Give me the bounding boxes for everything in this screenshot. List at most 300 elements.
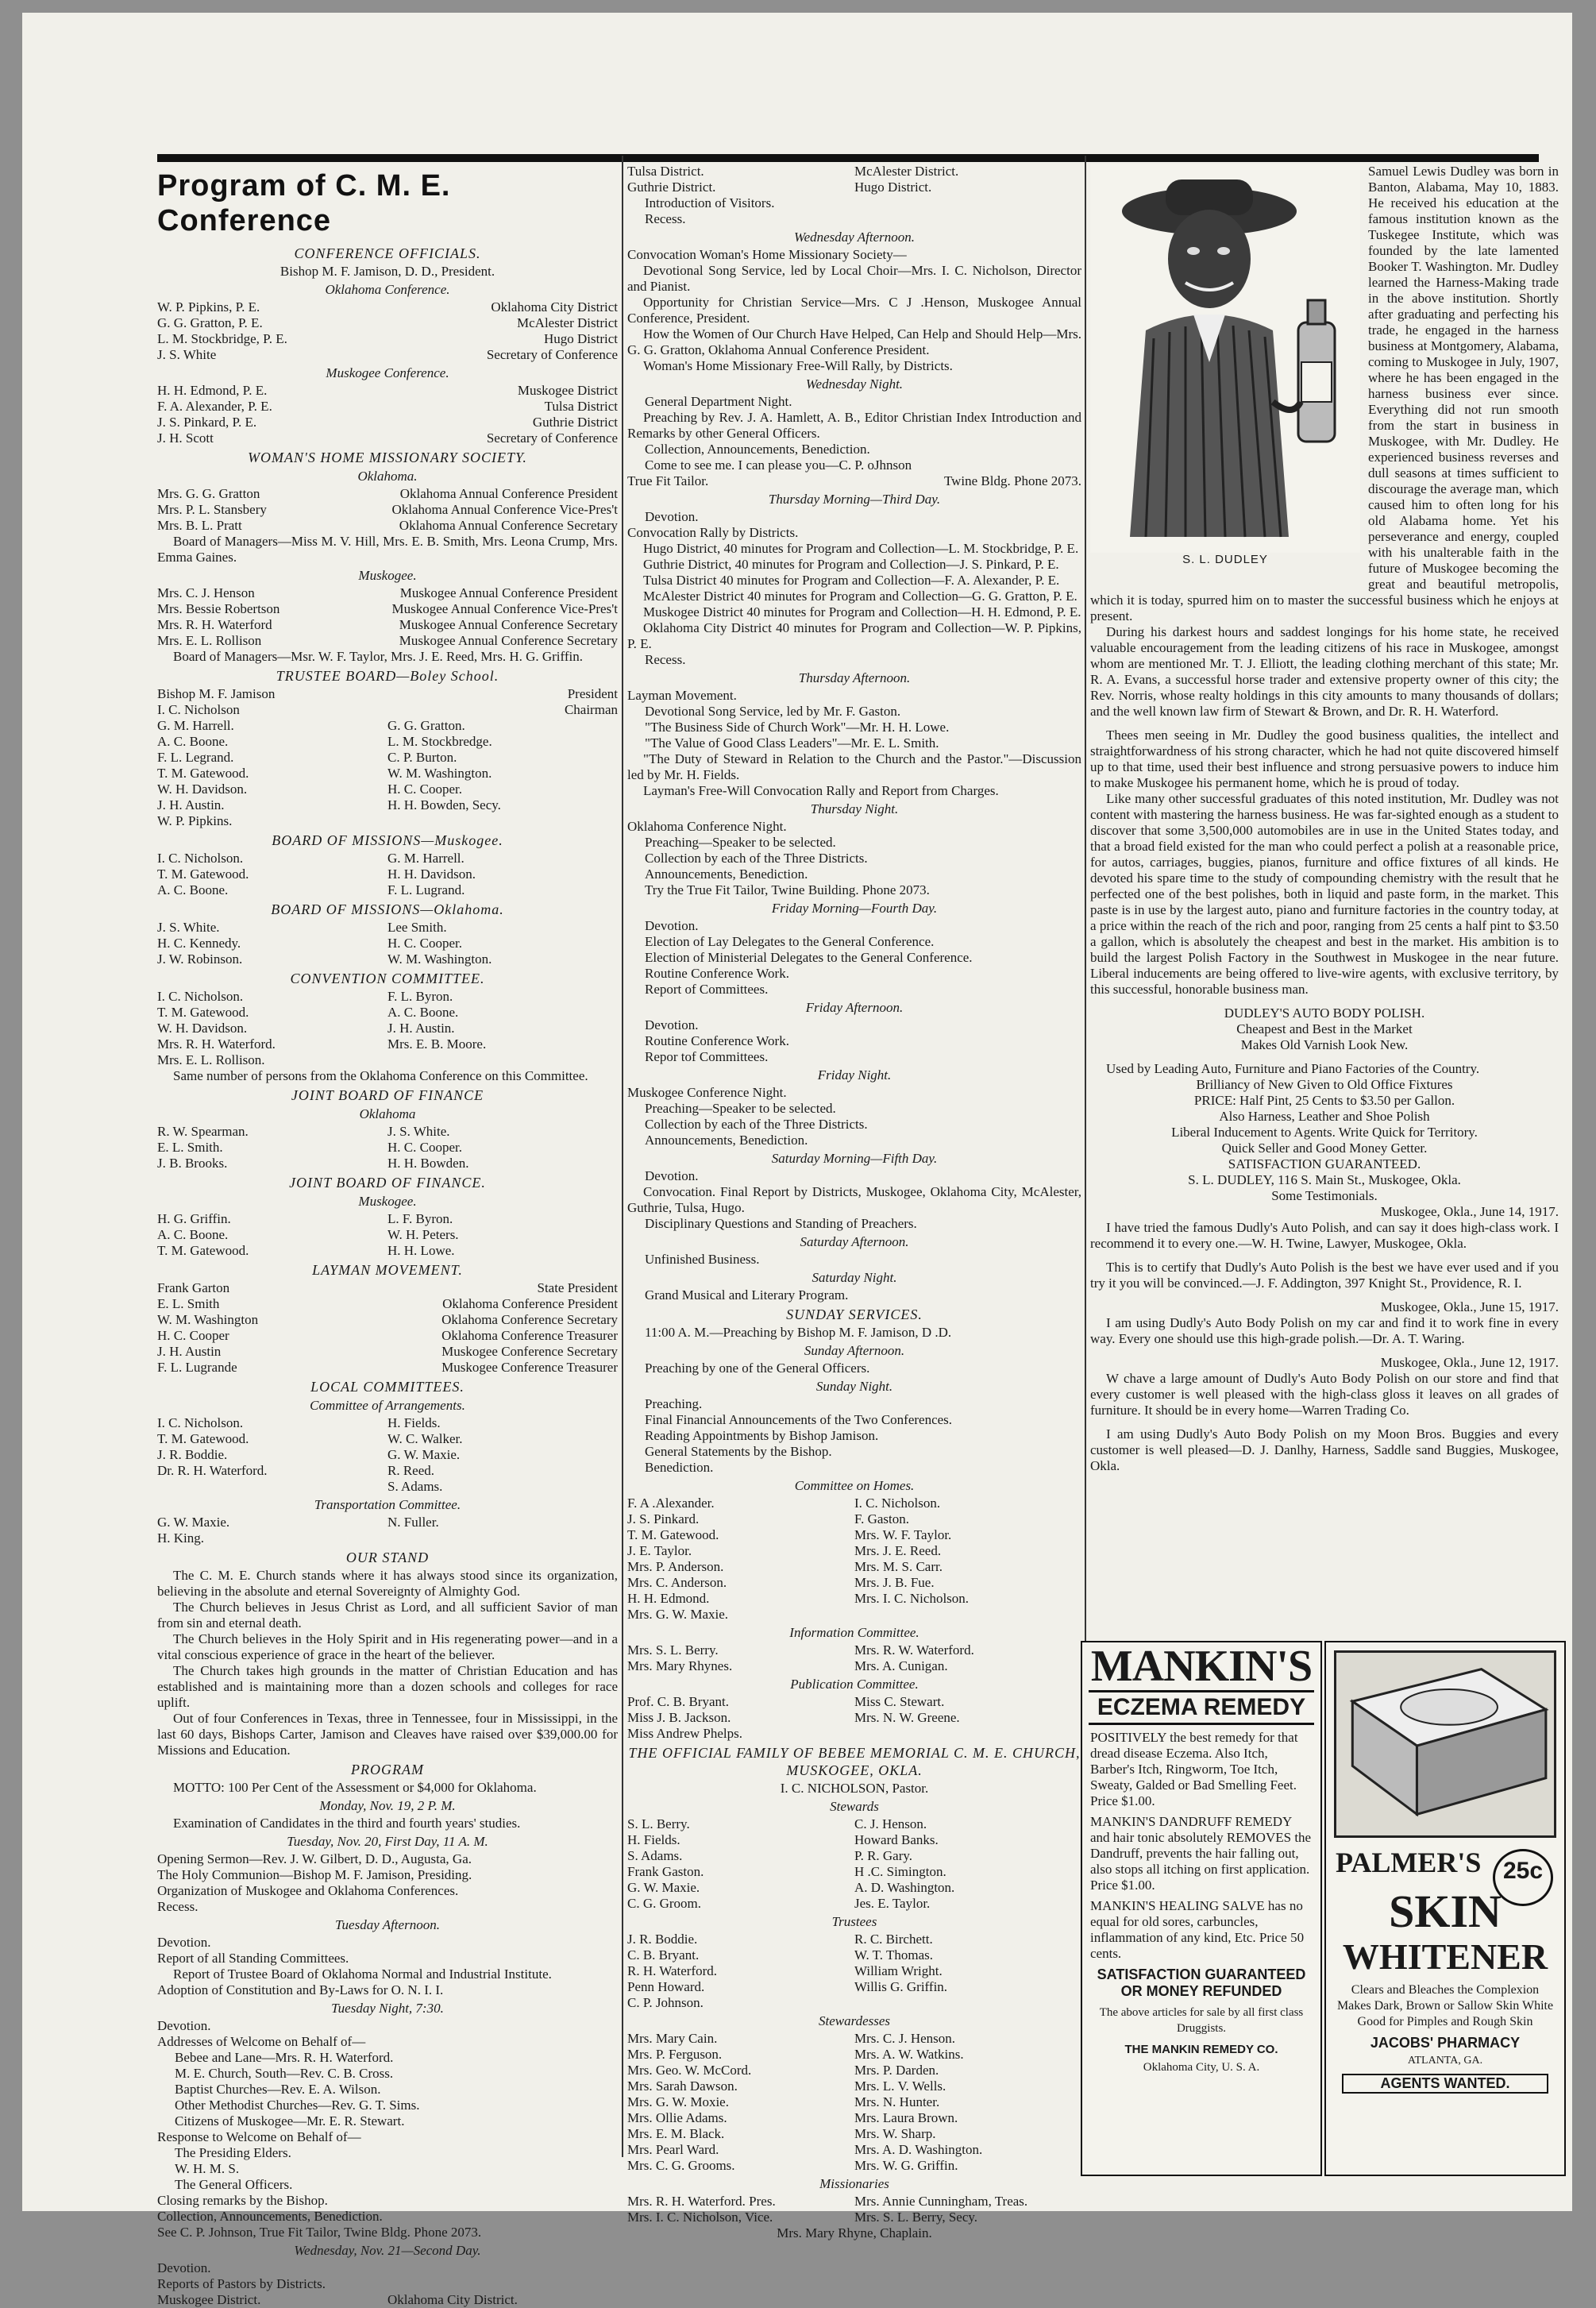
entry-left: A. C. Boone.: [157, 882, 229, 897]
entry-right: H. H. Bowden.: [387, 1156, 469, 1171]
entry-left: Frank Gaston.: [627, 1864, 704, 1879]
text-line: Muskogee Conference Night.: [627, 1085, 787, 1100]
entry-right: H. H. Davidson.: [387, 866, 476, 882]
indented-line: Collection by each of the Three Districts.: [645, 1117, 868, 1132]
dateline: Muskogee, Okla., June 15, 1917.: [1380, 1299, 1559, 1314]
entry-left: J. S. White.: [157, 920, 220, 935]
entry-left: I. C. Nicholson.: [157, 851, 244, 866]
officer-row: [157, 686, 618, 702]
officer-row: [157, 1328, 618, 1344]
entry-left: Mrs. C. J. Henson: [157, 585, 255, 600]
indented-line: Disciplinary Questions and Standing of Preachers.: [645, 1216, 917, 1231]
entry-right: McAlester District.: [854, 164, 959, 179]
entry-right: Mrs. A. Cunigan.: [854, 1658, 948, 1673]
subheading: Saturday Night.: [811, 1270, 897, 1285]
name-pair-row: [157, 1005, 618, 1021]
entry-right: C. J. Henson.: [854, 1816, 927, 1831]
officer-row: [157, 585, 618, 601]
entry-left: T. M. Gatewood.: [157, 1005, 249, 1020]
entry-left: Penn Howard.: [627, 1979, 705, 1994]
entry-right: Hugo District: [543, 331, 618, 346]
entry-left: H. H. Edmond, P. E.: [157, 383, 268, 398]
subheading: Stewardesses: [818, 2013, 891, 2028]
officer-row: [157, 617, 618, 633]
entry-right: H. H. Bowden, Secy.: [387, 797, 501, 812]
name-pair-row: [157, 813, 618, 829]
dateline: Muskogee, Okla., June 12, 1917.: [1380, 1355, 1559, 1370]
entry-left: C. B. Bryant.: [627, 1947, 700, 1963]
entry-left: Mrs. R. H. Waterford: [157, 617, 272, 632]
text-line: Convocation Rally by Districts.: [627, 525, 799, 540]
name-pair-row: [157, 851, 618, 866]
indented-line: Devotion.: [645, 918, 699, 933]
palmer-price-badge: 25c: [1493, 1849, 1553, 1906]
entry-right: [387, 813, 618, 829]
entry-right: Mrs. R. W. Waterford.: [854, 1642, 974, 1658]
entry-left: W. P. Pipkins.: [157, 813, 233, 828]
entry-right: [387, 1052, 618, 1068]
text-line: Devotion.: [157, 2018, 211, 2033]
spacer: [1090, 1053, 1559, 1061]
indented-line: Unfinished Business.: [645, 1252, 760, 1267]
entry-left: I. C. Nicholson.: [157, 1415, 244, 1430]
subheading: Muskogee Conference.: [326, 365, 449, 380]
entry-left: W. P. Pipkins, P. E.: [157, 299, 260, 315]
entry-left: H. Fields.: [627, 1832, 680, 1847]
indented-line: Devotion.: [645, 509, 699, 524]
name-pair-row: [157, 1156, 618, 1171]
name-pair-row: [627, 2078, 1081, 2094]
section-heading: PROGRAM: [351, 1762, 424, 1777]
indented-line: Benediction.: [645, 1460, 714, 1475]
entry-left: J. S. Pinkard, P. E.: [157, 415, 257, 430]
officer-row: [157, 633, 618, 649]
entry-left: W. H. Davidson.: [157, 1021, 248, 1036]
entry-left: Mrs. S. L. Berry.: [627, 1642, 719, 1658]
entry-left: Prof. C. B. Bryant.: [627, 1694, 729, 1709]
name-pair-row: [627, 1832, 1081, 1848]
indented-line: Other Methodist Churches—Rev. G. T. Sims.: [175, 2098, 420, 2113]
entry-left: J. H. Austin.: [157, 797, 225, 812]
entry-right: [854, 1995, 1081, 2011]
entry-left: I. C. Nicholson.: [157, 989, 244, 1004]
entry-right: Mrs. I. C. Nicholson.: [854, 1591, 970, 1606]
indented-line: Final Financial Announcements of the Two Conferences.: [645, 1412, 953, 1427]
entry-left: T. M. Gatewood.: [157, 1431, 249, 1446]
indented-line: Preaching.: [645, 1396, 703, 1411]
palmer-name: PALMER'S: [1336, 1847, 1482, 1878]
subheading: Friday Afternoon.: [805, 1000, 904, 1015]
entry-left: J. R. Boddie.: [627, 1932, 698, 1947]
indented-line: Preaching by one of the General Officers.: [645, 1360, 870, 1376]
paragraph: How the Women of Our Church Have Helped, Can Help and Should Help—Mrs. G. G. Gratton, Oklahoma Annual Conference President.: [627, 326, 1081, 357]
name-pair-row: [157, 1530, 618, 1546]
dudley-bio: Samuel Lewis Dudley was born in Banton, Alabama, May 10, 1883. He received his education at the famous institution known as the Tuskegee Institute, which was founded by the late lamented Booker T. Washington. Mr. Dudley learned the Harness-Making trade in the above institution. Shortly after graduating and perfecting his trade, he engaged in the harness business at Montgomery, Alabama, coming to Muskogee in July, 1907, where he has been engaged in the harness business ever since. Everything did not run smooth from the start in business in Muskogee, with Mr. Dudley. He experienced business reverses and dull seasons at times sufficient to discourage the average man, which caused him to often long for his old Alabama home. Yet his perseverance and energy, coupled with his unalterable faith in the future of Muskogee becoming the great and beautiful metropolis, which it is today, spurred him on to master the successful business which he enjoys at present.: [1090, 164, 1559, 623]
section-heading: LOCAL COMMITTEES.: [310, 1379, 465, 1395]
name-pair-row: [157, 782, 618, 797]
entry-right: State President: [537, 1280, 618, 1295]
subheading: Wednesday Night.: [805, 376, 904, 392]
name-pair-row: [157, 1036, 618, 1052]
entry-left: F. A. Alexander, P. E.: [157, 399, 272, 414]
palmer-whitener: WHITENER: [1342, 1936, 1548, 1977]
entry-left: R. H. Waterford.: [627, 1963, 718, 1978]
indented-line: The Presiding Elders.: [175, 2145, 291, 2160]
entry-right: Mrs. J. B. Fue.: [854, 1575, 935, 1590]
palmer-product-box: [1334, 1650, 1556, 1838]
entry-right: I. C. Nicholson.: [854, 1496, 941, 1511]
entry-right: W. H. Peters.: [387, 1227, 459, 1242]
indented-line: Election of Ministerial Delegates to the General Conference.: [645, 950, 973, 965]
entry-right: Mrs. Annie Cunningham, Treas.: [854, 2194, 1028, 2209]
subheading: Committee of Arrangements.: [310, 1398, 465, 1413]
entry-left: Mrs. G. W. Maxie.: [627, 1607, 729, 1622]
entry-right: Mrs. N. W. Greene.: [854, 1710, 960, 1725]
entry-right: A. D. Washington.: [854, 1880, 955, 1895]
entry-left: Mrs. Mary Rhynes.: [627, 1658, 733, 1673]
officer-row: [157, 383, 618, 399]
section-heading: JOINT BOARD OF FINANCE.: [289, 1175, 486, 1191]
indented-line: Bebee and Lane—Mrs. R. H. Waterford.: [175, 2050, 394, 2065]
subheading: Muskogee.: [358, 1194, 417, 1209]
entry-right: S. Adams.: [387, 1479, 443, 1494]
entry-left: C. G. Groom.: [627, 1896, 702, 1911]
entry-left: G. W. Maxie.: [627, 1880, 700, 1895]
entry-right: Secretary of Conference: [486, 347, 618, 362]
entry-right: R. Reed.: [387, 1463, 435, 1478]
mankin-note: The above articles for sale by all first class Druggists.: [1099, 2006, 1304, 2035]
entry-left: A. C. Boone.: [157, 734, 229, 749]
entry-right: Oklahoma Annual Conference President: [399, 486, 618, 501]
paragraph: I am using Dudly's Auto Body Polish on my car and find it to work fine in every way. Every one should use this high-grade polish.—Dr. A. T. Waring.: [1090, 1315, 1559, 1346]
indented-line: Introduction of Visitors.: [645, 195, 775, 210]
name-pair-row: [627, 1864, 1081, 1880]
name-pair-row: [627, 1726, 1081, 1742]
mankin-ad: [1081, 1641, 1322, 2176]
section-heading: SUNDAY SERVICES.: [786, 1306, 923, 1322]
program-list: [157, 245, 618, 2308]
product-tin-illustration: [1336, 1653, 1554, 1831]
text-line: Devotion.: [157, 2260, 211, 2275]
entry-left: A. C. Boone.: [157, 1227, 229, 1242]
indented-line: Devotional Song Service, led by Mr. F. Gaston.: [645, 704, 901, 719]
entry-left: J. W. Robinson.: [157, 951, 243, 967]
entry-left: S. Adams.: [627, 1848, 683, 1863]
centered-line: Mrs. Mary Rhyne, Chaplain.: [777, 2225, 932, 2240]
entry-right: L. M. Stockbredge.: [387, 734, 492, 749]
officer-row: [157, 1360, 618, 1376]
officer-row: [157, 430, 618, 446]
paragraph: Out of four Conferences in Texas, three in Tennessee, four in Mississippi, in the last 60 days, Bishops Carter, Jamison and Cleaves have raised over $39,000.00 for Missions and Education.: [157, 1711, 618, 1758]
paragraph: McAlester District 40 minutes for Program and Collection—G. G. Gratton, P. E.: [643, 589, 1077, 604]
entry-right: Mrs. A. D. Washington.: [854, 2142, 983, 2157]
indented-line: M. E. Church, South—Rev. C. B. Cross.: [175, 2066, 394, 2081]
paragraph: I am using Dudly's Auto Body Polish on my Moon Bros. Buggies and every customer is well pleased—D. J. Danlhy, Harness, Saddle sand Buggies, Muskogee, Okla.: [1090, 1426, 1559, 1473]
subheading: Information Committee.: [789, 1625, 919, 1640]
name-pair-row: [627, 2126, 1081, 2142]
entry-left: Mrs. P. Ferguson.: [627, 2047, 723, 2062]
entry-right: [854, 1726, 1081, 1742]
indented-line: "The Business Side of Church Work"—Mr. H. H. Lowe.: [645, 720, 950, 735]
text-line: Response to Welcome on Behalf of—: [157, 2129, 361, 2144]
entry-left: Mrs. B. L. Pratt: [157, 518, 242, 533]
text-line: Closing remarks by the Bishop.: [157, 2193, 328, 2208]
officer-row: [157, 1296, 618, 1312]
paragraph: Same number of persons from the Oklahoma Conference on this Committee.: [173, 1068, 588, 1083]
indented-line: Repor tof Committees.: [645, 1049, 769, 1064]
entry-right: H. C. Cooper.: [387, 936, 462, 951]
paragraph: Guthrie District, 40 minutes for Program and Collection—J. S. Pinkard, P. E.: [643, 557, 1059, 572]
centered-line: Some Testimonials.: [1271, 1188, 1378, 1203]
entry-left: Mrs. I. C. Nicholson, Vice.: [627, 2210, 773, 2225]
spacer: [1090, 998, 1559, 1005]
entry-left: J. S. White: [157, 347, 217, 362]
name-pair-row: [157, 936, 618, 951]
name-pair-row: [627, 1591, 1081, 1607]
indented-line: Devotion.: [645, 1017, 699, 1032]
entry-left: G. M. Harrell.: [157, 718, 234, 733]
entry-left: Mrs. R. H. Waterford. Pres.: [627, 2194, 776, 2209]
palmer-ad: [1324, 1641, 1566, 2176]
entry-left: Mrs. E. M. Black.: [627, 2126, 725, 2141]
entry-left: G. W. Maxie.: [157, 1515, 230, 1530]
entry-right: G. W. Maxie.: [387, 1447, 461, 1462]
subheading: Tuesday, Nov. 20, First Day, 11 A. M.: [287, 1834, 488, 1849]
name-pair-row: [157, 1515, 618, 1530]
name-pair-row: [157, 1021, 618, 1036]
text-line: See C. P. Johnson, True Fit Tailor, Twine Bldg. Phone 2073.: [157, 2225, 482, 2240]
name-pair-row: [627, 179, 1081, 195]
top-rule: [157, 154, 1539, 162]
entry-left: H. King.: [157, 1530, 205, 1546]
subheading: Committee on Homes.: [794, 1478, 915, 1493]
entry-right: President: [567, 686, 618, 701]
entry-right: Lee Smith.: [387, 920, 447, 935]
column-dudley-article: [1090, 164, 1559, 1474]
entry-right: A. C. Boone.: [387, 1005, 459, 1020]
entry-left: Mrs. Mary Cain.: [627, 2031, 718, 2046]
text-line: Reports of Pastors by Districts.: [157, 2276, 326, 2291]
subheading: Sunday Afternoon.: [804, 1343, 905, 1358]
entry-right: W. T. Thomas.: [854, 1947, 934, 1963]
paragraph: Hugo District, 40 minutes for Program and Collection—L. M. Stockbridge, P. E.: [643, 541, 1079, 556]
indented-line: Come to see me. I can please you—C. P. oJhnson: [645, 457, 912, 473]
indented-line: Routine Conference Work.: [645, 966, 789, 981]
name-pair-row: [157, 718, 618, 734]
subheading: Trustees: [831, 1914, 877, 1929]
centered-line: PRICE: Half Pint, 25 Cents to $3.50 per Gallon.: [1193, 1093, 1455, 1108]
officer-row: [157, 331, 618, 347]
paragraph: MOTTO: 100 Per Cent of the Assessment or $4,000 for Oklahoma.: [173, 1780, 537, 1795]
indented-line: Preaching—Speaker to be selected.: [645, 835, 836, 850]
entry-right: Muskogee Annual Conference Secretary: [399, 633, 618, 648]
name-pair-row: [627, 1848, 1081, 1864]
dateline: Muskogee, Okla., June 14, 1917.: [1380, 1204, 1559, 1219]
entry-left: J. H. Scott: [157, 430, 214, 446]
name-pair-row: [157, 951, 618, 967]
entry-left: Mrs. G. W. Moxie.: [627, 2094, 729, 2109]
entry-left: Miss Andrew Phelps.: [627, 1726, 742, 1741]
entry-left: F. L. Legrand.: [157, 750, 234, 765]
section-heading: BOARD OF MISSIONS—Muskogee.: [272, 832, 503, 848]
entry-left: Mrs. Pearl Ward.: [627, 2142, 719, 2157]
subheading: Muskogee.: [358, 568, 417, 583]
paragraph: Preaching by Rev. J. A. Hamlett, A. B., Editor Christian Index Introduction and Remarks by other General Officers.: [627, 410, 1081, 441]
column-rule-1: [622, 156, 623, 2157]
centered-line: Also Harness, Leather and Shoe Polish: [1219, 1109, 1430, 1124]
indented-line: W. H. M. S.: [175, 2161, 240, 2176]
spacer: [1090, 1252, 1559, 1260]
officer-row: [157, 486, 618, 502]
paragraph: Tulsa District 40 minutes for Program and Collection—F. A. Alexander, P. E.: [643, 573, 1060, 588]
officer-row: [157, 1344, 618, 1360]
name-pair-row: [157, 882, 618, 898]
name-pair-row: [627, 1979, 1081, 1995]
name-pair-row: [627, 2031, 1081, 2047]
newspaper-page: [22, 13, 1572, 2307]
section-heading: TRUSTEE BOARD—Boley School.: [276, 668, 499, 684]
entry-left: Bishop M. F. Jamison: [157, 686, 276, 701]
indented-line: 11:00 A. M.—Preaching by Bishop M. F. Jamison, D .D.: [645, 1325, 952, 1340]
entry-left: T. M. Gatewood.: [157, 1243, 249, 1258]
entry-left: H. H. Edmond.: [627, 1591, 710, 1606]
name-pair-row: [627, 2210, 1081, 2225]
entry-right: Chairman: [564, 702, 618, 717]
name-pair-row: [157, 797, 618, 813]
entry-right: Mrs. W. F. Taylor.: [854, 1527, 952, 1542]
paragraph: Opportunity for Christian Service—Mrs. C J .Henson, Muskogee Annual Conference, President.: [627, 295, 1081, 326]
entry-right: H .C. Simington.: [854, 1864, 946, 1879]
subheading: Thursday Night.: [810, 801, 899, 816]
portrait-caption: S. L. DUDLEY: [1182, 553, 1268, 566]
name-pair-row: [157, 920, 618, 936]
name-pair-row: [157, 1243, 618, 1259]
paragraph: During his darkest hours and saddest longings for his home state, he received valuable encouragement from the leading citizens of his race in Muskogee, amongst whom are mentioned Mr. T. J. Elliott, the leading clothing merchant of this state; Mr. R. A. Evans, a successful horse trader and extensive property owner of this city; the Rev. Norris, whose realty holdings in this city amounts to many thousands of dollars; and the well known law firm of Stewart & Brown, and Dr. R. H. Waterford.: [1090, 624, 1559, 719]
entry-left: Mrs. R. H. Waterford.: [157, 1036, 276, 1052]
officer-row: [157, 702, 618, 718]
entry-left: Frank Garton: [157, 1280, 230, 1295]
entry-left: Mrs. C. Anderson.: [627, 1575, 727, 1590]
name-pair-row: [157, 1227, 618, 1243]
palmer-skin: SKIN: [1389, 1885, 1502, 1937]
entry-right: Oklahoma Conference President: [442, 1296, 618, 1311]
entry-left: R. W. Spearman.: [157, 1124, 249, 1139]
entry-left: Tulsa District.: [627, 164, 704, 179]
entry-left: Mrs. Bessie Robertson: [157, 601, 280, 616]
indented-line: Baptist Churches—Rev. E. A. Wilson.: [175, 2082, 381, 2097]
section-heading: CONFERENCE OFFICIALS.: [294, 245, 481, 261]
subheading: Stewards: [830, 1799, 879, 1814]
entry-right: Mrs. S. L. Berry, Secy.: [854, 2210, 978, 2225]
entry-left: J. S. Pinkard.: [627, 1511, 700, 1526]
column-program: [157, 164, 618, 2308]
paragraph: The Church believes in the Holy Spirit and in His regenerating power—and in a vital conscious experience of grace in the heart of the believer.: [157, 1631, 618, 1662]
section-heading: CONVENTION COMMITTEE.: [290, 971, 485, 986]
subheading: Thursday Afternoon.: [798, 670, 911, 685]
entry-left: C. P. Johnson.: [627, 1995, 704, 2010]
name-pair-row: [627, 1559, 1081, 1575]
entry-left: F. L. Lugrande: [157, 1360, 237, 1375]
subheading: Saturday Morning—Fifth Day.: [771, 1151, 938, 1166]
entry-left: Mrs. E. L. Rollison.: [157, 1052, 265, 1067]
entry-right: W. C. Walker.: [387, 1431, 463, 1446]
paragraph: Like many other successful graduates of this noted institution, Mr. Dudley was not content with mastering the harness business. He was far-sighted enough as a student to discover that some 3,500,000 automobiles are in use in the United States today, and that a broad field existed for the man who could perfect a polish at a reasonable price, for autos, carriages, buggies, pianos, furniture and office fixtures of all kinds. He devoted his spare time to the study of compounding chemistry with the result that he perfected one of the best polishes, both in liquid and paste form, in the market. This paste is in use by the largest auto, piano and furniture factories in the country today, at a price within the reach of the rich and poor, ranging from 25 cents a half pint to $3.50 a gallon, which is absolutely the cheapest and best in the market. His ambition is to build the largest Polish Factory in the Southwest in Muskogee in the near future. Liberal inducements are being offered to live-wire agents, with exclusive territory, by this successful, honorable business man.: [1090, 791, 1559, 997]
entry-left: H. C. Cooper: [157, 1328, 229, 1343]
entry-right: Secretary of Conference: [486, 430, 618, 446]
name-pair-row: [627, 2158, 1081, 2174]
palmer-agents-wanted: AGENTS WANTED.: [1342, 2074, 1548, 2094]
section-heading: THE OFFICIAL FAMILY OF BEBEE MEMORIAL C. M. E. CHURCH, MUSKOGEE, OKLA.: [628, 1745, 1081, 1778]
paragraph: This is to certify that Dudly's Auto Polish is the best we have ever used and if you try it you will be convinced.—J. F. Addington, 397 Knight St., Providence, R. I.: [1090, 1260, 1559, 1291]
entry-left: Muskogee District.: [157, 2292, 261, 2307]
paragraph: Oklahoma City District 40 minutes for Program and Collection—W. P. Pipkins, P. E.: [627, 620, 1081, 651]
paragraph: I have tried the famous Dudly's Auto Polish, and can say it does high-class work. I recommend it to every one.—W. H. Twine, Lawyer, Muskogee, Okla.: [1090, 1220, 1559, 1251]
name-pair-row: [157, 1463, 618, 1479]
entry-right: Willis G. Griffin.: [854, 1979, 948, 1994]
paragraph: Examination of Candidates in the third and fourth years' studies.: [173, 1816, 521, 1831]
name-pair-row: [627, 164, 1081, 179]
entry-left: Guthrie District.: [627, 179, 716, 195]
indented-line: Preaching—Speaker to be selected.: [645, 1101, 836, 1116]
officer-row: [157, 415, 618, 430]
officer-row: [627, 473, 1081, 489]
subheading: Friday Night.: [817, 1067, 892, 1083]
entry-left: Miss J. B. Jackson.: [627, 1710, 731, 1725]
officer-row: [157, 299, 618, 315]
name-pair-row: [627, 2047, 1081, 2063]
page-headline: Program of C. M. E. Conference: [157, 169, 451, 237]
paragraph: Layman's Free-Will Convocation Rally and Report from Charges.: [643, 783, 999, 798]
entry-right: W. M. Washington.: [387, 951, 492, 967]
subheading: Publication Committee.: [790, 1677, 919, 1692]
name-pair-row: [157, 1431, 618, 1447]
entry-left: T. M. Gatewood.: [627, 1527, 719, 1542]
subheading: Oklahoma: [359, 1106, 416, 1121]
schedule-list: [627, 164, 1081, 2241]
entry-left: Mrs. E. L. Rollison: [157, 633, 262, 648]
name-pair-row: [157, 1052, 618, 1068]
entry-left: S. L. Berry.: [627, 1816, 690, 1831]
spacer: [1090, 1418, 1559, 1426]
entry-right: Mrs. M. S. Carr.: [854, 1559, 943, 1574]
entry-right: H. H. Lowe.: [387, 1243, 455, 1258]
text-line: Report of all Standing Committees.: [157, 1951, 349, 1966]
officer-row: [157, 347, 618, 363]
centered-line: Quick Seller and Good Money Getter.: [1221, 1140, 1428, 1156]
paragraph: Devotional Song Service, led by Local Choir—Mrs. I. C. Nicholson, Director and Pianist.: [627, 263, 1081, 294]
entry-right: Muskogee Annual Conference Secretary: [399, 617, 618, 632]
entry-right: Mrs. P. Darden.: [854, 2063, 939, 2078]
name-pair-row: [157, 766, 618, 782]
entry-right: Muskogee Conference Treasurer: [441, 1360, 618, 1375]
entry-right: Muskogee Conference Secretary: [441, 1344, 618, 1359]
name-pair-row: [157, 1415, 618, 1431]
subheading: Wednesday Afternoon.: [793, 230, 916, 245]
indented-line: Grand Musical and Literary Program.: [645, 1287, 849, 1303]
entry-right: Oklahoma City District.: [387, 2292, 518, 2307]
entry-left: Mrs. P. Anderson.: [627, 1559, 724, 1574]
entry-right: William Wright.: [854, 1963, 943, 1978]
entry-left: J. B. Brooks.: [157, 1156, 228, 1171]
name-pair-row: [627, 1496, 1081, 1511]
section-heading: WOMAN'S HOME MISSIONARY SOCIETY.: [248, 450, 527, 465]
indented-line: General Statements by the Bishop.: [645, 1444, 832, 1459]
officer-row: [157, 518, 618, 534]
officer-row: [157, 315, 618, 331]
name-pair-row: [627, 1642, 1081, 1658]
centered-line: I. C. NICHOLSON, Pastor.: [780, 1781, 929, 1796]
entry-left: J. R. Boddie.: [157, 1447, 228, 1462]
